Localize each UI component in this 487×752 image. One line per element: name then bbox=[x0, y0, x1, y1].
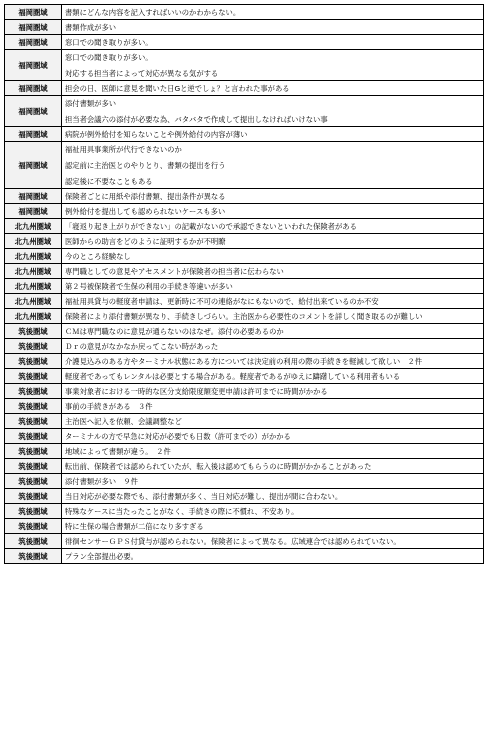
region-cell: 筑後圏域 bbox=[5, 444, 62, 459]
region-cell: 筑後圏域 bbox=[5, 519, 62, 534]
region-cell: 北九州圏域 bbox=[5, 249, 62, 264]
comment-cell bbox=[62, 459, 484, 474]
comment-cell bbox=[62, 519, 484, 534]
comment-line: 当日対応が必要な際でも、添付書類が多く、当日対応が難し、提出が間に合わない。 bbox=[65, 491, 343, 501]
region-cell: 筑後圏域 bbox=[5, 504, 62, 519]
region-cell: 福岡圏域 bbox=[5, 127, 62, 142]
comment-line: 地域によって書類が違う。 ２件 bbox=[65, 446, 171, 456]
comment-line: 病院が例外給付を知らないことや例外給付の内容が薄い bbox=[65, 129, 248, 139]
comment-line: 保険者により添付書類が異なり、手続きしづらい。主治医から必要性のコメントを詳しく聞き取るのが難しい bbox=[65, 311, 423, 321]
region-cell: 筑後圏域 bbox=[5, 549, 62, 564]
region-cell: 福岡圏域 bbox=[5, 204, 62, 219]
region-cell: 筑後圏域 bbox=[5, 339, 62, 354]
region-cell: 福岡圏域 bbox=[5, 50, 62, 81]
comment-line: 保険者ごとに用紙や添付書類、提出条件が異なる bbox=[65, 191, 226, 201]
comment-line: 介護見込みのある方やターミナル状態にある方については決定前の利用の際の手続きを軽減して欲しい ２件 bbox=[65, 356, 423, 366]
comment-cell bbox=[62, 35, 484, 50]
table-row bbox=[5, 249, 484, 264]
region-cell: 福岡圏域 bbox=[5, 142, 62, 189]
table-row bbox=[5, 519, 484, 534]
table-row bbox=[5, 384, 484, 399]
table-row bbox=[5, 50, 484, 81]
table-row bbox=[5, 5, 484, 20]
comment-line: 事業対象者における一時的な区分支給限度額変更申請は許可までに時間がかかる bbox=[65, 386, 328, 396]
comment-cell bbox=[62, 429, 484, 444]
table-row bbox=[5, 549, 484, 564]
comment-cell bbox=[62, 474, 484, 489]
region-cell: 福岡圏域 bbox=[5, 5, 62, 20]
comment-line: 特に生保の場合書類が二倍になり多すぎる bbox=[65, 521, 204, 531]
comment-cell bbox=[62, 294, 484, 309]
region-cell: 福岡圏域 bbox=[5, 81, 62, 96]
comment-cell bbox=[62, 549, 484, 564]
comment-line: 特殊なケースに当たったことがなく、手続きの際に不慣れ、不安あり。 bbox=[65, 506, 299, 516]
table-row bbox=[5, 294, 484, 309]
comment-line: 窓口での聞き取りが多い。 bbox=[65, 37, 153, 47]
region-cell: 福岡圏域 bbox=[5, 96, 62, 127]
comment-cell bbox=[62, 96, 484, 127]
table-row bbox=[5, 204, 484, 219]
region-cell: 筑後圏域 bbox=[5, 399, 62, 414]
table-row bbox=[5, 504, 484, 519]
region-cell: 北九州圏域 bbox=[5, 264, 62, 279]
comment-cell bbox=[62, 50, 484, 81]
region-cell: 北九州圏域 bbox=[5, 219, 62, 234]
table-row bbox=[5, 459, 484, 474]
comment-line: 今のところ経験なし bbox=[65, 251, 131, 261]
region-cell: 筑後圏域 bbox=[5, 489, 62, 504]
table-row bbox=[5, 81, 484, 96]
region-cell: 福岡圏域 bbox=[5, 35, 62, 50]
comment-line: 対応する担当者によって対応が異なる気がする bbox=[65, 68, 219, 78]
comment-cell bbox=[62, 534, 484, 549]
comment-line: 添付書類が多い bbox=[65, 98, 117, 108]
table-row bbox=[5, 309, 484, 324]
comment-line: 徘徊センサーＧＰＳ付貸与が認められない。保険者によって異なる。広域連合では認められていない。 bbox=[65, 536, 401, 546]
comment-line: 認定後に不要なこともある bbox=[65, 176, 153, 186]
region-cell: 北九州圏域 bbox=[5, 234, 62, 249]
comment-cell bbox=[62, 81, 484, 96]
comment-cell bbox=[62, 489, 484, 504]
comments-table bbox=[4, 4, 484, 564]
table-row bbox=[5, 369, 484, 384]
comment-line: 軽度者であってもレンタルは必要とする場合がある。軽度者であるがゆえに躊躇している利用者もいる bbox=[65, 371, 401, 381]
table-row bbox=[5, 354, 484, 369]
survey-comments-sheet bbox=[4, 4, 483, 564]
comment-line: 添付書類が多い ９件 bbox=[65, 476, 138, 486]
comment-cell bbox=[62, 339, 484, 354]
table-row bbox=[5, 399, 484, 414]
comment-line: 専門職としての意見やアセスメントが保険者の担当者に伝わらない bbox=[65, 266, 284, 276]
comment-cell bbox=[62, 324, 484, 339]
table-row bbox=[5, 96, 484, 127]
region-cell: 筑後圏域 bbox=[5, 534, 62, 549]
table-row bbox=[5, 429, 484, 444]
comment-cell bbox=[62, 354, 484, 369]
region-cell: 筑後圏域 bbox=[5, 354, 62, 369]
region-cell: 北九州圏域 bbox=[5, 279, 62, 294]
comment-cell bbox=[62, 264, 484, 279]
table-row bbox=[5, 474, 484, 489]
comment-line: 書類にどんな内容を記入すればいいのかわからない。 bbox=[65, 7, 241, 17]
comment-line: 主治医へ記入を依頼、会議調整など bbox=[65, 416, 182, 426]
comment-line: 窓口での聞き取りが多い。 bbox=[65, 52, 153, 62]
table-row bbox=[5, 127, 484, 142]
comment-cell bbox=[62, 127, 484, 142]
region-cell: 北九州圏域 bbox=[5, 309, 62, 324]
table-row bbox=[5, 264, 484, 279]
table-row bbox=[5, 324, 484, 339]
comment-line: ターミナルの方で早急に対応が必要でも日数（許可までの）がかかる bbox=[65, 431, 291, 441]
table-row bbox=[5, 20, 484, 35]
comment-line: 認定前に主治医とのやりとり、書類の提出を行う bbox=[65, 160, 226, 170]
region-cell: 筑後圏域 bbox=[5, 384, 62, 399]
comment-line: プラン全部提出必要。 bbox=[65, 551, 138, 561]
table-row bbox=[5, 279, 484, 294]
region-cell: 福岡圏域 bbox=[5, 20, 62, 35]
comment-cell bbox=[62, 309, 484, 324]
region-cell: 筑後圏域 bbox=[5, 414, 62, 429]
table-row bbox=[5, 339, 484, 354]
table-row bbox=[5, 444, 484, 459]
comment-line: 福祉用具事業所が代行できないのか bbox=[65, 144, 182, 154]
table-row bbox=[5, 142, 484, 189]
table-row bbox=[5, 234, 484, 249]
comment-line: 担会の日、医師に意見を聞いた日Gと逆でしょ？と言われた事がある bbox=[65, 83, 290, 93]
comment-cell bbox=[62, 369, 484, 384]
comment-line: ＣＭは専門職なのに意見が通らないのはなぜ。添付の必要あるのか bbox=[65, 326, 284, 336]
comment-cell bbox=[62, 399, 484, 414]
comment-cell bbox=[62, 204, 484, 219]
comment-cell bbox=[62, 20, 484, 35]
comment-cell bbox=[62, 234, 484, 249]
comment-line: 書類作成が多い bbox=[65, 22, 117, 32]
comment-cell bbox=[62, 504, 484, 519]
table-row bbox=[5, 189, 484, 204]
region-cell: 筑後圏域 bbox=[5, 459, 62, 474]
comment-cell bbox=[62, 219, 484, 234]
comment-line: 医師からの助言をどのように証明するかが不明瞭 bbox=[65, 236, 226, 246]
comment-line: 福祉用具貸与の軽度者申請は、更新時に不可の連絡がなにもないので、給付出来ているのか不安 bbox=[65, 296, 379, 306]
comment-line: 例外給付を提出しても認められないケースも多い bbox=[65, 206, 226, 216]
region-cell: 北九州圏域 bbox=[5, 294, 62, 309]
region-cell: 筑後圏域 bbox=[5, 369, 62, 384]
comment-line: 第２号被保険者で生保の利用の手続き等違いが多い bbox=[65, 281, 233, 291]
region-cell: 筑後圏域 bbox=[5, 324, 62, 339]
comment-cell bbox=[62, 5, 484, 20]
table-row bbox=[5, 35, 484, 50]
comment-cell bbox=[62, 384, 484, 399]
comments-table-body bbox=[5, 5, 484, 564]
table-row bbox=[5, 534, 484, 549]
comment-cell bbox=[62, 414, 484, 429]
region-cell: 筑後圏域 bbox=[5, 474, 62, 489]
comment-line: 転出前、保険者では認められていたが、転入後は認めてもらうのに時間がかかることがあった bbox=[65, 461, 372, 471]
comment-cell bbox=[62, 142, 484, 189]
region-cell: 筑後圏域 bbox=[5, 429, 62, 444]
comment-cell bbox=[62, 249, 484, 264]
table-row bbox=[5, 414, 484, 429]
comment-cell bbox=[62, 444, 484, 459]
comment-line: Ｄｒの意見がなかなか戻ってこない時があった bbox=[65, 341, 219, 351]
table-row bbox=[5, 489, 484, 504]
comment-cell bbox=[62, 279, 484, 294]
region-cell: 福岡圏域 bbox=[5, 189, 62, 204]
comment-line: 「寝返り起き上がりができない」の記載がないので承認できないといわれた保険者がある bbox=[65, 221, 357, 231]
comment-line: 事前の手続きがある ３件 bbox=[65, 401, 153, 411]
comment-cell bbox=[62, 189, 484, 204]
comment-line: 担当者会議六の添付が必要な為、バタバタで作成して提出しなければいけない事 bbox=[65, 114, 328, 124]
table-row bbox=[5, 219, 484, 234]
